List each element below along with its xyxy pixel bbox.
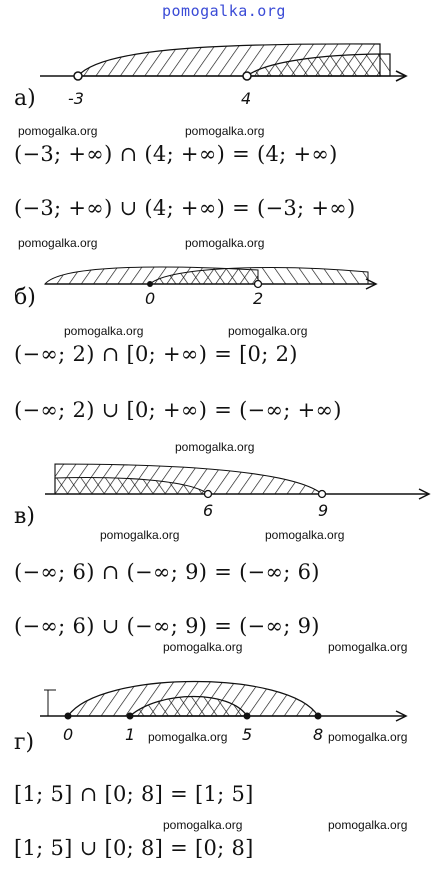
watermark: pomogalka.org (100, 528, 180, 542)
tick-label: 5 (242, 725, 253, 744)
section-b-label: б) (14, 285, 36, 310)
intersection-equation-a: (−3; +∞) ∩ (4; +∞) = (4; +∞) (14, 142, 338, 166)
tick-label: 0 (63, 725, 74, 744)
watermark: pomogalka.org (185, 124, 265, 138)
tick-label: 4 (241, 89, 252, 108)
watermark: pomogalka.org (175, 440, 255, 454)
watermark: pomogalka.org (163, 818, 243, 832)
section-g-label: г) (14, 730, 35, 755)
number-line-b (0, 260, 441, 310)
watermark: pomogalka.org (18, 236, 98, 250)
watermark: pomogalka.org (328, 640, 408, 654)
section-v-label: в) (14, 504, 35, 529)
union-equation-v: (−∞; 6) ∪ (−∞; 9) = (−∞; 9) (14, 614, 320, 638)
watermark: pomogalka.org (18, 124, 98, 138)
union-equation-b: (−∞; 2) ∪ [0; +∞) = (−∞; +∞) (14, 398, 342, 422)
tick-label: 9 (318, 501, 329, 520)
watermark: pomogalka.org (185, 236, 265, 250)
tick-label: 6 (203, 501, 214, 520)
intersection-equation-b: (−∞; 2) ∩ [0; +∞) = [0; 2) (14, 342, 298, 366)
tick-label: 1 (125, 725, 136, 744)
intersection-equation-g: [1; 5] ∩ [0; 8] = [1; 5] (14, 782, 254, 806)
tick-label: -3 (68, 89, 84, 108)
union-equation-a: (−3; +∞) ∪ (4; +∞) = (−3; +∞) (14, 196, 356, 220)
number-line-a (0, 38, 441, 108)
watermark: pomogalka.org (163, 640, 243, 654)
tick-label: 0 (145, 289, 156, 308)
watermark: pomogalka.org (328, 818, 408, 832)
tick-label: 2 (253, 289, 264, 308)
number-line-v (0, 450, 441, 530)
watermark: pomogalka.org (265, 528, 345, 542)
watermark: pomogalka.org (148, 730, 228, 744)
watermark: pomogalka.org (228, 324, 308, 338)
intersection-equation-v: (−∞; 6) ∩ (−∞; 9) = (−∞; 6) (14, 560, 320, 584)
watermark: pomogalka.org (328, 730, 408, 744)
section-a-label: а) (14, 86, 36, 111)
tick-label: 8 (313, 725, 324, 744)
watermark-top: pomogalka.org (162, 2, 286, 20)
union-equation-g: [1; 5] ∪ [0; 8] = [0; 8] (14, 836, 254, 860)
watermark: pomogalka.org (64, 324, 144, 338)
